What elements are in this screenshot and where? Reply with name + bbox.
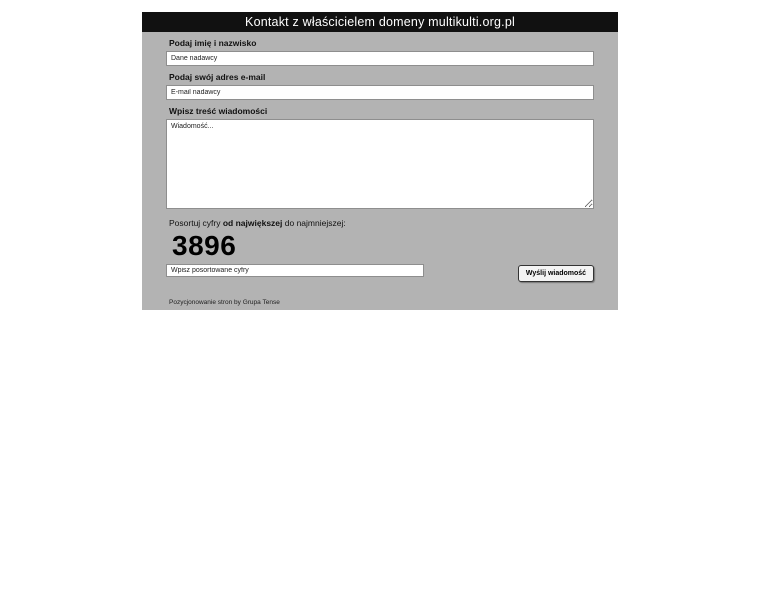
name-input[interactable]: [166, 51, 594, 66]
captcha-instruction: [169, 218, 346, 228]
page-title: Kontakt z właścicielem domeny multikulti.org.pl: [142, 12, 618, 32]
name-label: Podaj imię i nazwisko: [169, 38, 257, 48]
captcha-instruction-prefix: Posortuj cyfry: [169, 218, 223, 228]
captcha-code: 3896: [172, 230, 237, 261]
captcha-instruction-emphasis: od największej: [222, 218, 283, 228]
email-input[interactable]: [166, 85, 594, 100]
footer-credit: Pozycjonowanie stron by Grupa Tense: [169, 299, 280, 306]
message-textarea[interactable]: [166, 119, 594, 209]
message-label: Wpisz treść wiadomości: [169, 106, 268, 116]
send-message-button[interactable]: Wyślij wiadomość: [518, 265, 594, 282]
contact-form-panel: [142, 12, 618, 310]
email-label: Podaj swój adres e-mail: [169, 72, 266, 82]
captcha-instruction-suffix: do najmniejszej:: [282, 218, 346, 228]
captcha-input[interactable]: [166, 264, 424, 277]
